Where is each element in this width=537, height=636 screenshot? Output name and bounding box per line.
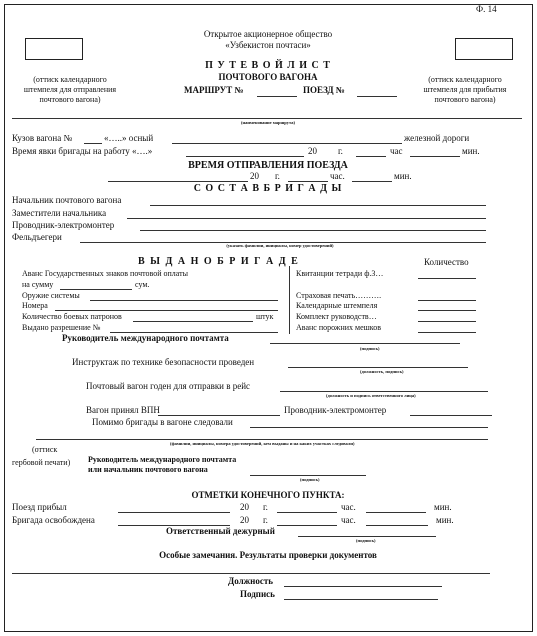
departure-hour-line[interactable] <box>288 181 328 182</box>
departure-min-line[interactable] <box>352 181 392 182</box>
cartridges-label: Количество боевых патронов <box>22 312 122 321</box>
route-name-line[interactable] <box>12 118 522 119</box>
weapons-label: Оружие системы <box>22 291 80 300</box>
issued-right-4: Комплект руководств… <box>296 312 377 321</box>
route-label: МАРШРУТ № <box>184 85 244 95</box>
departure-year: 20 <box>250 171 259 181</box>
stamps-label-l1: Аванс Государственных знаков почтовой оплаты <box>22 269 189 278</box>
train-number-line[interactable] <box>357 96 397 97</box>
departure-hour: час. <box>330 171 345 181</box>
issued-right-1: Квитанции тетради ф.3… <box>296 269 384 278</box>
weapons-line[interactable] <box>90 300 278 301</box>
arrived-min-line[interactable] <box>366 512 426 513</box>
numbers-line[interactable] <box>55 310 278 311</box>
railway-name-line[interactable] <box>172 143 402 144</box>
head-intl-signature-line[interactable] <box>270 343 460 344</box>
arrival-min: мин. <box>462 146 480 156</box>
released-g: г. <box>263 515 268 525</box>
conductor-line[interactable] <box>410 415 492 416</box>
stamp-right-l2: штемпеля для прибытия <box>423 85 507 94</box>
crew-heading: С О С Т А В Б Р И Г А Д Ы <box>193 183 343 194</box>
arrival-hour-line[interactable] <box>356 156 386 157</box>
head-intl-label: Руководитель международного почтамта <box>62 333 229 343</box>
released-hour: час. <box>341 515 356 525</box>
crew-row-couriers: Фельдъегери <box>12 232 62 242</box>
head-bottom-l2: или начальник почтового вагона <box>88 465 208 474</box>
crew-follows-caption: (фамилии, инициалы, номера удостоверений, кем выданы и на каких участках следовали) <box>170 441 355 446</box>
arrived-g: г. <box>263 502 268 512</box>
crew-line-conductor[interactable] <box>140 230 486 231</box>
crew-line-chief[interactable] <box>150 205 486 206</box>
wagon-number-line[interactable] <box>84 143 102 144</box>
train-label: ПОЕЗД № <box>303 85 345 95</box>
briefing-line[interactable] <box>288 367 468 368</box>
issued-divider <box>289 266 290 334</box>
crew-line-deputy[interactable] <box>127 218 486 219</box>
arrival-min-line[interactable] <box>410 156 460 157</box>
document-title: П У Т Е В О Й Л И С Т <box>205 60 331 71</box>
numbers-label: Номера <box>22 301 48 310</box>
fit-line[interactable] <box>280 391 488 392</box>
stamp-bottom-l2: гербовой печати) <box>12 458 71 467</box>
briefing-caption: (должность, подпись) <box>360 369 404 374</box>
duty-label: Ответственный дежурный <box>166 526 275 536</box>
crew-row-deputy: Заместители начальника <box>12 208 107 218</box>
form-number: Ф. 14 <box>476 4 497 14</box>
arrival-hour: час <box>390 146 403 156</box>
accepted-label: Вагон принял ВПН <box>86 405 160 415</box>
issued-right-2: Страховая печать………. <box>296 291 382 300</box>
issued-qty-3[interactable] <box>418 310 476 311</box>
crew-row-chief: Начальник почтового вагона <box>12 195 122 205</box>
issued-qty-1[interactable] <box>418 278 476 279</box>
crew-follows-line-1[interactable] <box>250 427 488 428</box>
arrival-year: 20 <box>308 146 317 156</box>
crew-follows-line-2[interactable] <box>36 439 488 440</box>
arrived-label: Поезд прибыл <box>12 502 67 512</box>
fit-caption: (должность и подпись ответственного лица) <box>326 393 416 398</box>
arrived-hour: час. <box>341 502 356 512</box>
wagon-axles: «…..» осный <box>104 133 154 143</box>
stamp-box-left <box>25 38 83 60</box>
cartridges-line[interactable] <box>133 321 253 322</box>
issued-qty-2[interactable] <box>418 300 476 301</box>
issued-right-3: Календарные штемпеля <box>296 301 378 310</box>
stamp-bottom-l1: (оттиск <box>32 445 58 454</box>
accepted-line[interactable] <box>158 415 280 416</box>
head-bottom-caption: (подпись) <box>300 477 320 482</box>
stamps-sum-unit: сум. <box>135 280 150 289</box>
position-line[interactable] <box>284 586 442 587</box>
final-heading: ОТМЕТКИ КОНЕЧНОГО ПУНКТА: <box>191 490 345 500</box>
arrived-year: 20 <box>240 502 249 512</box>
departure-min: мин. <box>394 171 412 181</box>
remarks-line[interactable] <box>12 573 490 574</box>
issued-qty-5[interactable] <box>418 332 476 333</box>
departure-g: г. <box>275 171 280 181</box>
route-number-line[interactable] <box>257 96 297 97</box>
remarks-label: Особые замечания. Результаты проверки документов <box>159 550 377 560</box>
permit-label: Выдано разрешение № <box>22 323 101 332</box>
departure-date-line[interactable] <box>108 181 248 182</box>
signature-line[interactable] <box>284 599 438 600</box>
head-bottom-line[interactable] <box>250 475 366 476</box>
issued-heading: В Ы Д А Н О Б Р И Г А Д Е <box>138 256 300 267</box>
org-line1: Открытое акционерное общество <box>203 29 333 39</box>
arrival-label: Время явки бригады на работу «….» <box>12 146 153 156</box>
position-label: Должность <box>228 576 274 586</box>
head-bottom-l1: Руководитель международного почтамта <box>88 455 237 464</box>
org-line2: «Узбекистон почтаси» <box>225 40 311 50</box>
wagon-prefix: Кузов вагона № <box>12 133 73 143</box>
released-min: мин. <box>436 515 454 525</box>
stamp-left-l1: (оттиск календарного <box>33 75 107 84</box>
crew-row-conductor: Проводник-электромонтер <box>12 220 115 230</box>
released-hour-line[interactable] <box>277 525 337 526</box>
railway-suffix: железной дороги <box>404 133 470 143</box>
stamps-sum-line[interactable] <box>60 289 132 290</box>
stamp-right-l3: почтового вагона) <box>434 95 496 104</box>
released-label: Бригада освобождена <box>12 515 95 525</box>
signature-label: Подпись <box>240 589 275 599</box>
duty-line[interactable] <box>298 536 436 537</box>
arrival-g: г. <box>338 146 343 156</box>
stamps-label-l2: на сумму <box>22 280 54 289</box>
arrived-date-line[interactable] <box>118 512 230 513</box>
briefing-label: Инструктаж по технике безопасности проведен <box>72 357 255 367</box>
released-year: 20 <box>240 515 249 525</box>
head-intl-caption: (подпись) <box>360 346 380 351</box>
arrived-min: мин. <box>434 502 452 512</box>
released-min-line[interactable] <box>366 525 428 526</box>
route-name-caption: (наименование маршрута) <box>240 120 295 125</box>
issued-qty-4[interactable] <box>418 321 476 322</box>
stamp-right-l1: (оттиск календарного <box>428 75 502 84</box>
stamp-left-l2: штемпеля для отправления <box>23 85 117 94</box>
conductor-label: Проводник-электромонтер <box>284 405 387 415</box>
stamp-box-right <box>455 38 513 60</box>
departure-heading: ВРЕМЯ ОТПРАВЛЕНИЯ ПОЕЗДА <box>188 160 348 171</box>
issued-qty-header: Количество <box>424 257 469 267</box>
crew-caption: (указать фамилии, инициалы, номер удостоверений) <box>226 243 334 248</box>
cartridges-unit: штук <box>256 312 274 321</box>
arrived-hour-line[interactable] <box>277 512 337 513</box>
crew-follows-label: Помимо бригады в вагоне следовали <box>92 417 233 427</box>
stamp-left-l3: почтового вагона) <box>39 95 101 104</box>
arrival-date-line[interactable] <box>186 156 304 157</box>
document-subtitle: ПОЧТОВОГО ВАГОНА <box>218 72 318 82</box>
fit-label: Почтовый вагон годен для отправки в рейс <box>86 381 251 391</box>
duty-caption: (подпись) <box>356 538 376 543</box>
issued-right-5: Аванс порожних мешков <box>296 323 382 332</box>
